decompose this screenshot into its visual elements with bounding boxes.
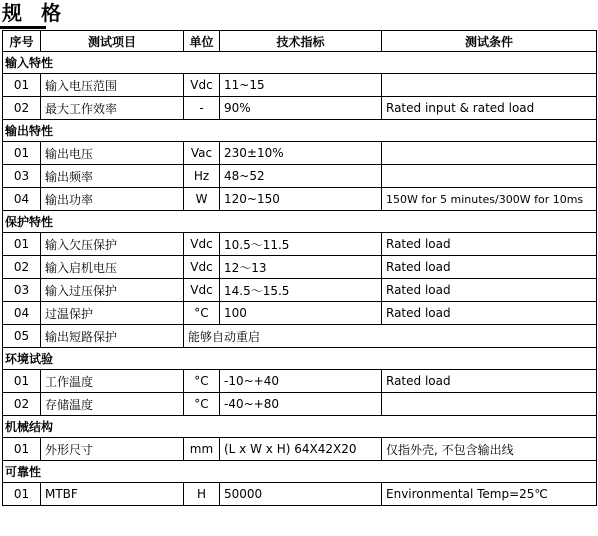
cell-unit: - xyxy=(184,97,220,120)
cell-item: 输出电压 xyxy=(41,142,184,165)
cell-spec: 11~15 xyxy=(220,74,382,97)
table-row xyxy=(3,233,597,256)
cell-item: 输入过压保护 xyxy=(41,279,184,302)
cell-unit: Vac xyxy=(184,142,220,165)
cell-no: 03 xyxy=(3,165,41,188)
cell-item: 存储温度 xyxy=(41,393,184,416)
cell-spec: 14.5～15.5 xyxy=(220,279,382,302)
cell-spec: (L x W x H) 64X42X20 xyxy=(220,438,382,461)
cell-spec: 230±10% xyxy=(220,142,382,165)
cell-spec: 12～13 xyxy=(220,256,382,279)
cell-unit: Vdc xyxy=(184,256,220,279)
section-header-row xyxy=(3,348,597,370)
cell-cond: Rated load xyxy=(382,302,597,325)
section-header-row xyxy=(3,52,597,74)
cell-item: 输入欠压保护 xyxy=(41,233,184,256)
cell-no: 01 xyxy=(3,438,41,461)
section-title: 输出特性 xyxy=(3,120,597,142)
cell-no: 01 xyxy=(3,142,41,165)
section-title: 可靠性 xyxy=(3,461,597,483)
section-title: 环境试验 xyxy=(3,348,597,370)
cell-no: 01 xyxy=(3,483,41,506)
header-cond: 测试条件 xyxy=(382,31,597,52)
cell-no: 02 xyxy=(3,97,41,120)
spec-table xyxy=(2,30,597,506)
cell-no: 01 xyxy=(3,370,41,393)
cell-no: 04 xyxy=(3,188,41,211)
section-header-row xyxy=(3,461,597,483)
header-unit: 单位 xyxy=(184,31,220,52)
section-title: 机械结构 xyxy=(3,416,597,438)
cell-unit: °C xyxy=(184,370,220,393)
table-row xyxy=(3,74,597,97)
cell-cond: Rated load xyxy=(382,279,597,302)
cell-item: 工作温度 xyxy=(41,370,184,393)
table-row xyxy=(3,97,597,120)
section-header-row xyxy=(3,416,597,438)
section-title: 输入特性 xyxy=(3,52,597,74)
cell-item: 最大工作效率 xyxy=(41,97,184,120)
table-row xyxy=(3,370,597,393)
cell-item: 过温保护 xyxy=(41,302,184,325)
table-row xyxy=(3,325,597,348)
table-row xyxy=(3,393,597,416)
cell-item: 输出短路保护 xyxy=(41,325,184,348)
cell-cond: 150W for 5 minutes/300W for 10ms xyxy=(382,188,597,211)
table-row xyxy=(3,302,597,325)
cell-spec: 48~52 xyxy=(220,165,382,188)
cell-spec: 10.5～11.5 xyxy=(220,233,382,256)
cell-no: 02 xyxy=(3,393,41,416)
cell-unit: Vdc xyxy=(184,279,220,302)
cell-no: 01 xyxy=(3,233,41,256)
cell-no: 05 xyxy=(3,325,41,348)
table-row xyxy=(3,256,597,279)
header-row xyxy=(3,31,597,52)
cell-unit: H xyxy=(184,483,220,506)
cell-item: 输入电压范围 xyxy=(41,74,184,97)
cell-spec: 50000 xyxy=(220,483,382,506)
cell-cond: Rated input & rated load xyxy=(382,97,597,120)
section-title: 保护特性 xyxy=(3,211,597,233)
cell-cond: Environmental Temp=25℃ xyxy=(382,483,597,506)
cell-unit: Vdc xyxy=(184,233,220,256)
cell-spec: 100 xyxy=(220,302,382,325)
header-no: 序号 xyxy=(3,31,41,52)
table-row xyxy=(3,188,597,211)
cell-unit: mm xyxy=(184,438,220,461)
table-row xyxy=(3,483,597,506)
cell-merged: 能够自动重启 xyxy=(184,325,597,348)
table-row xyxy=(3,279,597,302)
cell-no: 01 xyxy=(3,74,41,97)
cell-spec: -40~+80 xyxy=(220,393,382,416)
cell-cond xyxy=(382,142,597,165)
cell-unit: Vdc xyxy=(184,74,220,97)
header-spec: 技术指标 xyxy=(220,31,382,52)
table-row xyxy=(3,438,597,461)
cell-cond xyxy=(382,74,597,97)
cell-cond xyxy=(382,165,597,188)
table-row xyxy=(3,165,597,188)
cell-unit: Hz xyxy=(184,165,220,188)
cell-item: 外形尺寸 xyxy=(41,438,184,461)
cell-cond: Rated load xyxy=(382,233,597,256)
section-header-row xyxy=(3,120,597,142)
cell-item: 输入启机电压 xyxy=(41,256,184,279)
cell-item: 输出功率 xyxy=(41,188,184,211)
cell-spec: -10~+40 xyxy=(220,370,382,393)
cell-spec: 120~150 xyxy=(220,188,382,211)
cell-no: 04 xyxy=(3,302,41,325)
cell-unit: °C xyxy=(184,393,220,416)
title-underline xyxy=(0,26,46,29)
cell-item: 输出频率 xyxy=(41,165,184,188)
table-row xyxy=(3,142,597,165)
table-body xyxy=(3,52,597,506)
cell-no: 02 xyxy=(3,256,41,279)
cell-cond: Rated load xyxy=(382,256,597,279)
cell-item: MTBF xyxy=(41,483,184,506)
header-item: 测试项目 xyxy=(41,31,184,52)
cell-no: 03 xyxy=(3,279,41,302)
cell-cond: 仅指外壳, 不包含输出线 xyxy=(382,438,597,461)
page-title: 规 格 xyxy=(2,1,67,25)
cell-spec: 90% xyxy=(220,97,382,120)
section-header-row xyxy=(3,211,597,233)
cell-unit: °C xyxy=(184,302,220,325)
cell-unit: W xyxy=(184,188,220,211)
cell-cond xyxy=(382,393,597,416)
cell-cond: Rated load xyxy=(382,370,597,393)
